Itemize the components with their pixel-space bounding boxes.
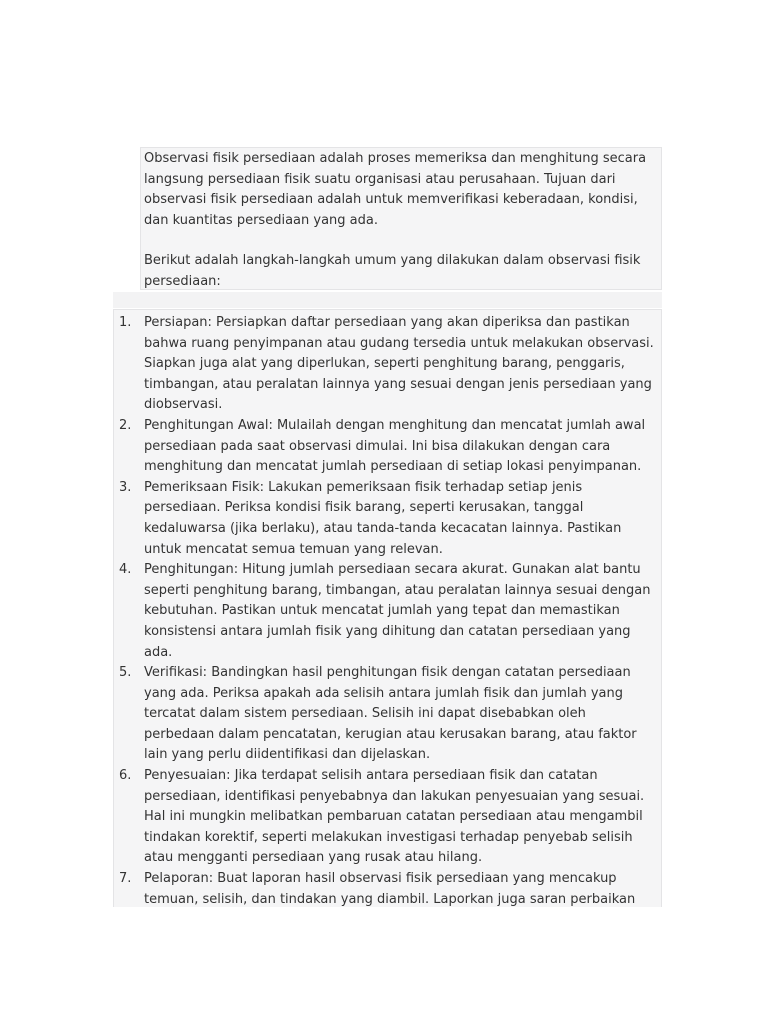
- list-item-number: 6.: [119, 768, 132, 784]
- list-item-number: 4.: [119, 562, 132, 578]
- list-item-step-3: [114, 478, 661, 560]
- list-item-number: 3.: [119, 479, 132, 495]
- list-item-step-7: [114, 869, 661, 907]
- list-item-number: 2.: [119, 417, 132, 433]
- steps-text-box: [113, 309, 662, 907]
- list-item-step-2: [114, 416, 661, 478]
- list-item-number: 5.: [119, 665, 132, 681]
- section-divider: [113, 292, 662, 308]
- list-item-text: Persiapan: Persiapkan daftar persediaan yang akan diperiksa dan pastikan bahwa ruang penyimpanan atau gudang tersedia untuk melakukan observasi. Siapkan juga alat yang diperlukan, seperti penghitung barang, penggaris, timbangan, atau peralatan lainnya yang sesuai dengan jenis persediaan yang diobservasi.: [144, 315, 654, 413]
- list-item-text: Pelaporan: Buat laporan hasil observasi fisik persediaan yang mencakup temuan, selisih, dan tindakan yang diambil. Laporkan juga saran perbaikan: [144, 871, 636, 907]
- steps-list: [114, 313, 661, 907]
- list-item-step-6: [114, 766, 661, 869]
- list-item-text: Penghitungan Awal: Mulailah dengan menghitung dan mencatat jumlah awal persediaan pada saat observasi dimulai. Ini bisa dilakukan dengan cara menghitung dan mencatat jumlah persediaan di setiap lokasi penyimpanan.: [144, 417, 646, 475]
- intro-paragraph-definition: Observasi fisik persediaan adalah proses memeriksa dan menghitung secara langsung persediaan fisik suatu organisasi atau perusahaan. Tujuan dari observasi fisik persediaan adalah untuk memverifikasi keberadaan, kondisi, dan kuantitas persediaan yang ada.: [144, 151, 647, 228]
- list-item-text: Pemeriksaan Fisik: Lakukan pemeriksaan fisik terhadap setiap jenis persediaan. Periksa kondisi fisik barang, seperti kerusakan, tanggal kedaluwarsa (jika berlaku), atau tanda-tanda kecacatan lainnya. Pastikan untuk mencatat semua temuan yang relevan.: [144, 479, 622, 557]
- list-item-number: 1.: [119, 315, 132, 330]
- list-item-step-1: [114, 313, 661, 416]
- list-item-number: 7.: [119, 871, 132, 887]
- intro-text-box: [140, 147, 662, 290]
- list-item-step-4: [114, 560, 661, 663]
- list-item-text: Penghitungan: Hitung jumlah persediaan secara akurat. Gunakan alat bantu seperti penghitung barang, timbangan, atau peralatan lainnya sesuai dengan kebutuhan. Pastikan untuk mencatat jumlah yang tepat dan memastikan konsistensi antara jumlah fisik yang dihitung dan catatan persediaan yang ada.: [144, 562, 651, 660]
- list-item-text: Verifikasi: Bandingkan hasil penghitungan fisik dengan catatan persediaan yang ada. Periksa apakah ada selisih antara jumlah fisik dan jumlah yang tercatat dalam sistem persediaan. Selisih ini dapat disebabkan oleh perbedaan dalam pencatatan, kerugian atau kerusakan barang, atau faktor lain yang perlu diidentifikasi dan dijelaskan.: [144, 665, 637, 763]
- list-item-step-5: [114, 663, 661, 766]
- list-item-text: Penyesuaian: Jika terdapat selisih antara persediaan fisik dan catatan persediaan, identifikasi penyebabnya dan lakukan penyesuaian yang sesuai. Hal ini mungkin melibatkan pembaruan catatan persediaan atau mengambil tindakan korektif, seperti melakukan investigasi terhadap penyebab selisih atau mengganti persediaan yang rusak atau hilang.: [144, 768, 645, 866]
- intro-paragraph-steps-lead: Berikut adalah langkah-langkah umum yang dilakukan dalam observasi fisik persediaan:: [144, 253, 641, 289]
